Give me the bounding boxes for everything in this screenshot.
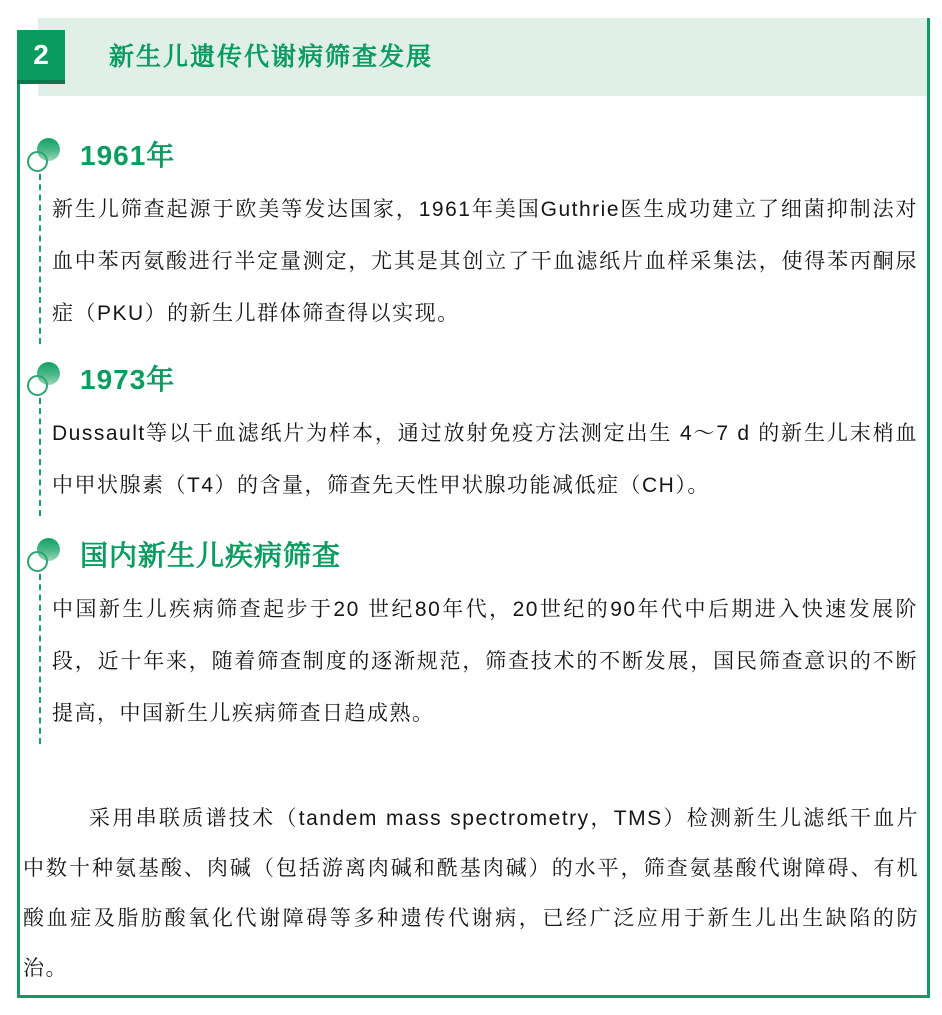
timeline-dashed-line [39, 574, 41, 744]
section-number-badge: 2 [17, 30, 65, 84]
timeline-paragraph: 中国新生儿疾病筛查起步于20 世纪80年代，20世纪的90年代中后期进入快速发展阶段，近十年来，随着筛查制度的逐渐规范，筛查技术的不断发展，国民筛查意识的不断提高，中国新生儿疾病筛查日趋成熟。 [52, 598, 918, 725]
timeline-heading: 国内新生儿疾病筛查 [80, 540, 342, 571]
timeline-item-domestic-screening [17, 538, 927, 740]
timeline-heading: 1973年 [80, 364, 176, 395]
timeline-heading: 1961年 [80, 140, 176, 171]
section-title: 新生儿遗传代谢病筛查发展 [109, 43, 434, 71]
closing-paragraph: 采用串联质谱技术（tandem mass spectrometry，TMS）检测新生儿滤纸干血片中数十种氨基酸、肉碱（包括游离肉碱和酰基肉碱）的水平，筛查氨基酸代谢障碍、有机酸血症及脂肪酸氧化代谢障碍等多种遗传代谢病，已经广泛应用于新生儿出生缺陷的防治。 [23, 807, 919, 980]
timeline-item-header [17, 538, 927, 578]
timeline-ring-icon [27, 151, 48, 172]
section-body [17, 138, 927, 994]
timeline-item-header [17, 362, 927, 402]
timeline-paragraph: 新生儿筛查起源于欧美等发达国家，1961年美国Guthrie医生成功建立了细菌抑制法对血中苯丙氨酸进行半定量测定，尤其是其创立了干血滤纸片血样采集法，使得苯丙酮尿症（PKU）的新生儿群体筛查得以实现。 [52, 198, 918, 325]
section-header-band [38, 18, 927, 96]
document-frame [17, 18, 930, 998]
timeline-item-1973 [17, 362, 927, 512]
timeline-paragraph: Dussault等以干血滤纸片为样本，通过放射免疫方法测定出生 4～7 d 的新生儿末梢血中甲状腺素（T4）的含量，筛查先天性甲状腺功能减低症（CH）。 [52, 422, 918, 497]
timeline-ring-icon [27, 551, 48, 572]
timeline-dashed-line [39, 174, 41, 344]
timeline-item-1961 [17, 138, 927, 340]
timeline-dashed-line [39, 398, 41, 516]
timeline-ring-icon [27, 375, 48, 396]
timeline-item-header [17, 138, 927, 178]
